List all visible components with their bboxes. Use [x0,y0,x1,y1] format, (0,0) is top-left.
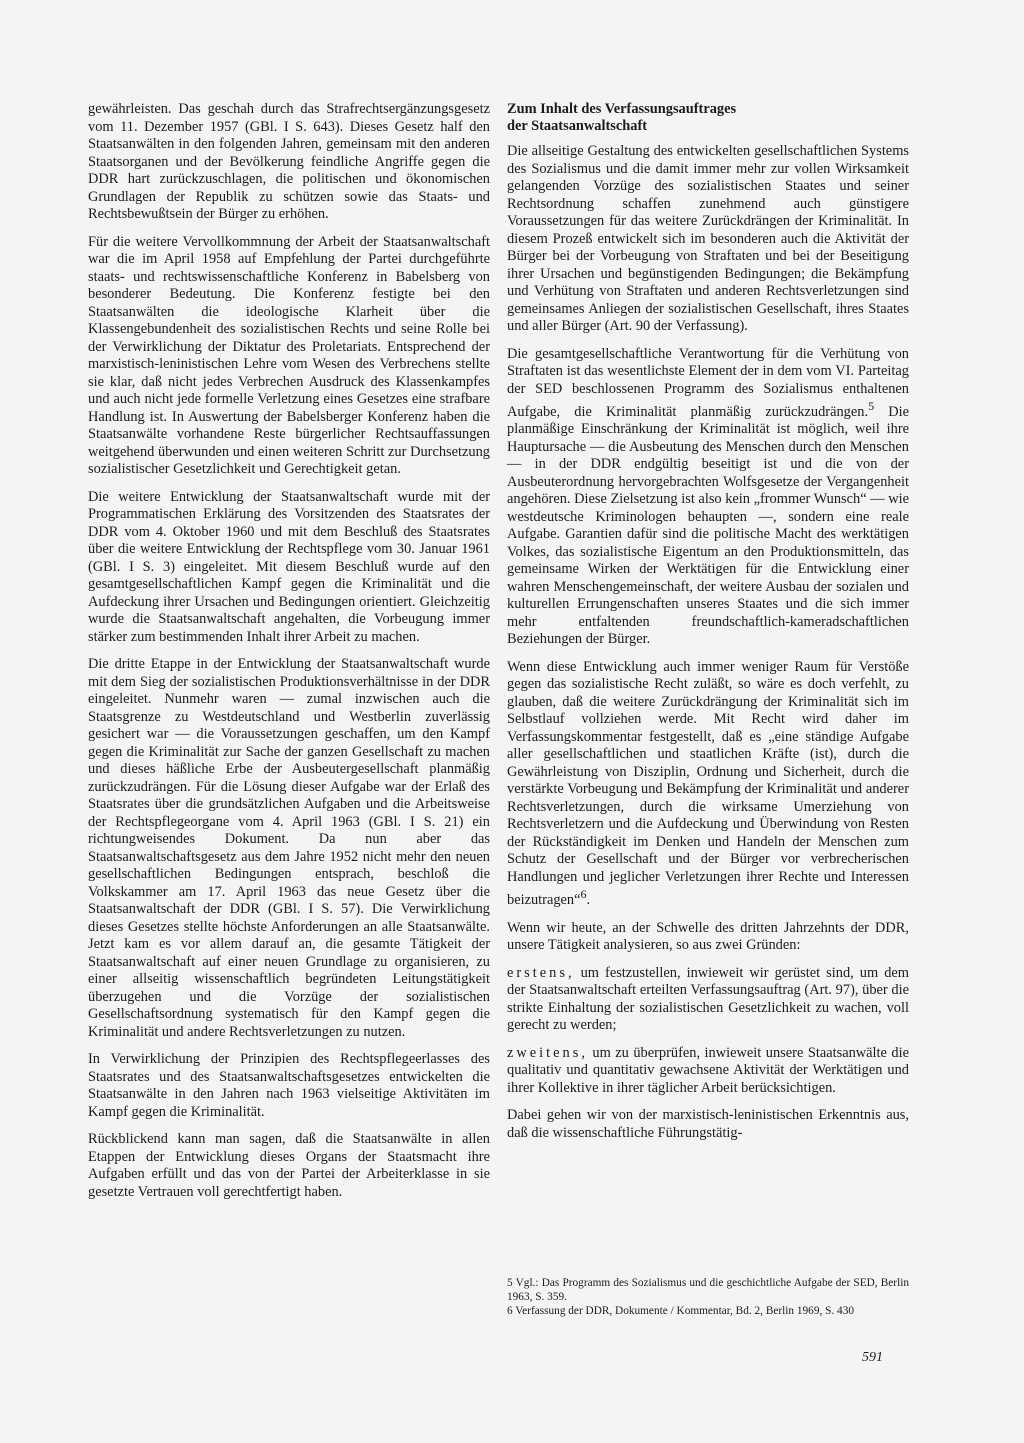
left-paragraph-3: Die weitere Entwicklung der Staatsanwaltschaft wurde mit der Programmatischen Erklärung des Vorsitzenden des Staatsrates der DDR vom 4. Oktober 1960 und mit dem Beschluß des Staatsrates über die weitere Entwicklung der Rechtspflege vom 30. Januar 1961 (GBl. I S. 3) eingeleitet. Mit diesem Beschluß wurde auf den gesamtgesellschaftlichen Kampf gegen die Kriminalität und die Aufdeckung ihrer Ursachen und Bedingungen orientiert. Gleichzeitig wurde die Staatsanwaltschaft angehalten, die Vorbeugung immer stärker zum bestimmenden Inhalt ihrer Arbeit zu machen. [88,488,490,645]
right-paragraph-1: Die allseitige Gestaltung des entwickelten gesellschaftlichen Systems des Sozialismus und die damit immer mehr zur vollen Wirksamkeit gelangenden Vorzüge des sozialistischen Staates und seiner Rechtsordnung schaffen zunehmend auch günstigere Voraussetzungen für das weitere Zurückdrängen der Kriminalität. In diesem Prozeß entwickelt sich im besonderen auch die Aktivität der Bürger bei der Vorbeugung von Straftaten und bei der Beseitigung ihrer Ursachen und begünstigenden Bedingungen; die Bekämpfung und Verhütung von Straftaten und anderen Rechtsverletzungen sind gemeinsames Anliegen der sozialistischen Gesellschaft, ihres Staates und aller Bürger (Art. 90 der Verfassung). [507,143,909,334]
right-paragraph-5-text: um festzustellen, inwieweit wir gerüstet sind, um dem der Staatsanwaltschaft erteilten Verfassungsauftrag (Art. 97), über die strikte Einhaltung der sozialistischen Gesetzlichkeit zu wachen, voll gerecht zu werden; [507,964,909,1034]
right-paragraph-3-text-a: Wenn diese Entwicklung auch immer weniger Raum für Verstöße gegen das sozialistische Recht zuläßt, so wäre es doch verfehlt, zu glauben, daß die weitere Zurückdrängung der Kriminalität sich im Selbstlauf vollziehen werde. Mit Recht wird daher im Verfassungskommentar festgestellt, daß es „eine ständige Aufgabe aller gesellschaftlichen und staatlichen Kräfte (ist), durch die Gewährleistung von Disziplin, Ordnung und Sicherheit, durch die verstärkte Vorbeugung und Bekämpfung der Kriminalität und anderer Rechtsverletzungen, durch die wirksame Umerziehung von Rechtsverletzern und die Aufdeckung und Überwindung von Resten der Rückständigkeit im Denken und Handeln der Menschen zum Schutz der Gesellschaft und der Bürger vor verbrecherischen Handlungen und jeglicher Verletzungen ihrer Rechte und Interessen beizutragen“ [507,658,909,909]
left-paragraph-2: Für die weitere Vervollkommnung der Arbeit der Staatsanwaltschaft war die im April 1958 auf Empfehlung der Partei durchgeführte staats- und rechtswissenschaftliche Konferenz in Babelsberg von besonderer Bedeutung. Die Konferenz festigte bei den Staatsanwälten die ideologische Klarheit über die Klassengebundenheit des sozialistischen Rechts und seine Rolle bei der Verwirklichung der Diktatur des Proletariats. Entsprechend der marxistisch-leninistischen Lehre vom Wesen des Verbrechens stellte sie klar, daß nicht jedes Verbrechen Ausdruck des Klassenkampfes und auch nicht jede formelle Verletzung eines Gesetzes eine strafbare Handlung ist. In Auswertung der Babelsberger Konferenz haben die Staatsanwälte vorhandene Reste bürgerlicher Rechtsauffassungen weitgehend überwunden und einen weiteren Schritt zur Durchsetzung sozialistischer Gesetzlichkeit und Gerechtigkeit getan. [88,233,490,477]
right-paragraph-4: Wenn wir heute, an der Schwelle des dritten Jahrzehnts der DDR, unsere Tätigkeit analysieren, so aus zwei Gründen: [507,919,909,954]
footnote-ref-5: 5 [868,399,875,413]
section-heading-line-1: Zum Inhalt des Verfassungsauftrages [507,101,737,117]
footnotes [507,1277,909,1320]
left-paragraph-6: Rückblickend kann man sagen, daß die Staatsanwälte in allen Etappen der Entwicklung dieses Organs der Staatsmacht ihre Aufgaben erfüllt und das von der Partei der Arbeiterklasse in sie gesetzte Vertrauen voll gerechtfertigt haben. [88,1131,490,1200]
left-paragraph-5: In Verwirklichung der Prinzipien des Rechtspflegeerlasses des Staatsrates und des Staatsanwaltschaftsgesetzes entwickelten die Staatsanwälte in den Jahren nach 1963 vielseitige Aktivitäten im Kampf gegen die Kriminalität. [88,1051,490,1120]
right-paragraph-6-text: um zu überprüfen, inwieweit unsere Staatsanwälte die qualitativ und quantitativ gewachsene Aktivität der Werktätigen und ihrer Kollektive in ihrer täglicher Arbeit berücksichtigen. [507,1044,909,1096]
right-paragraph-2 [507,346,909,649]
right-paragraph-2-text-b: Die planmäßige Einschränkung der Kriminalität ist möglich, weil ihre Hauptursache — die Ausbeutung des Menschen durch den Menschen — in der DDR endgültig beseitigt ist und die von der Ausbeuterordnung hervorgebrachten Wolfsgesetze der Vergangenheit angehören. Diese Zielsetzung ist also kein „frommer Wunsch“ — wie westdeutsche Kriminologen behaupten —, sondern eine reale Aufgabe. Garantien dafür sind die politische Macht des werktätigen Volkes, das sozialistische Eigentum an den Produktionsmitteln, das gemeinsame Wirken der Werktätigen für die Entwicklung einer wahren Menschengemeinschaft, der weitere Ausbau der sozialen und kulturellen Errungenschaften unseres Staates und die sich immer mehr entfaltenden freundschaftlich-kameradschaftlichen Beziehungen der Bürger. [507,403,909,648]
right-paragraph-5 [507,965,909,1035]
section-heading [507,101,909,135]
right-paragraph-6 [507,1045,909,1098]
footnote-6: 6 Verfassung der DDR, Dokumente / Kommentar, Bd. 2, Berlin 1969, S. 430 [507,1305,854,1318]
enumeration-second: zweitens, [507,1044,588,1061]
right-paragraph-3-text-b: . [586,892,591,909]
page-number: 591 [862,1350,883,1365]
left-column [88,101,490,1211]
left-paragraph-1: gewährleisten. Das geschah durch das Strafrechtsergänzungsgesetz vom 11. Dezember 1957 (GBl. I S. 643). Dieses Gesetz half den Staatsanwälten in den folgenden Jahren, gemeinsam mit den anderen Staatsorganen und der Bevölkerung feindliche Angriffe gegen die DDR hart zurückzuschlagen, die politischen und ökonomischen Grundlagen der Republik zu schützen sowie das Staats- und Rechtsbewußtsein der Bürger zu erhöhen. [88,101,490,222]
section-heading-line-2: der Staatsanwaltschaft [507,118,648,134]
left-paragraph-4: Die dritte Etappe in der Entwicklung der Staatsanwaltschaft wurde mit dem Sieg der sozialistischen Produktionsverhältnisse in der DDR eingeleitet. Nunmehr waren — zumal inzwischen auch die Staatsgrenze zu Westdeutschland und Westberlin zuverlässig gesichert war — die Voraussetzungen geschaffen, um den Kampf gegen die Kriminalität zur Sache der ganzen Gesellschaft zu machen und dieses häßliche Erbe der Ausbeutergesellschaft planmäßig zurückzudrängen. Für die Lösung dieser Aufgabe war der Erlaß des Staatsrates über die grundsätzlichen Aufgaben und die Arbeitsweise der Rechtspflegeorgane vom 4. April 1963 (GBl. I S. 21) ein richtungweisendes Dokument. Da nun aber das Staatsanwaltschaftsgesetz aus dem Jahre 1952 nicht mehr den neuen gesellschaftlichen Bedingungen entsprach, beschloß die Volkskammer am 17. April 1963 das neue Gesetz über die Staatsanwaltschaft der DDR (GBl. I S. 57). Die Verwirklichung dieses Gesetzes stellte höchste Anforderungen an alle Staatsanwälte. Jetzt kam es vor allem darauf an, die gesamte Tätigkeit der Staatsanwaltschaft auf einer neuen Grundlage zu organisieren, zu einer allseitig wissenschaftlich begründeten Leitungstätigkeit überzugehen und die Vorzüge der sozialistischen Gesellschaftsordnung systematisch für den Kampf gegen die Kriminalität und andere Rechtsverletzungen zu nutzen. [88,656,490,1040]
enumeration-first: erstens, [507,964,575,981]
footnote-ref-6: 6 [580,887,587,902]
footnote-5: 5 Vgl.: Das Programm des Sozialismus und die geschichtliche Aufgabe der SED, Berlin 1963, S. 359. [507,1277,909,1303]
right-paragraph-2-text-a: Die gesamtgesellschaftliche Verantwortung für die Verhütung von Straftaten ist das wesentlichste Element der in dem vom VI. Parteitag der SED beschlossenen Programm des Sozialismus enthaltenen Aufgabe, die Kriminalität planmäßig zurückzudrängen. [507,345,909,420]
right-paragraph-7: Dabei gehen wir von der marxistisch-leninistischen Erkenntnis aus, daß die wissenschaftliche Führungstätig- [507,1107,909,1141]
right-column [507,101,909,1152]
right-paragraph-3 [507,659,909,910]
